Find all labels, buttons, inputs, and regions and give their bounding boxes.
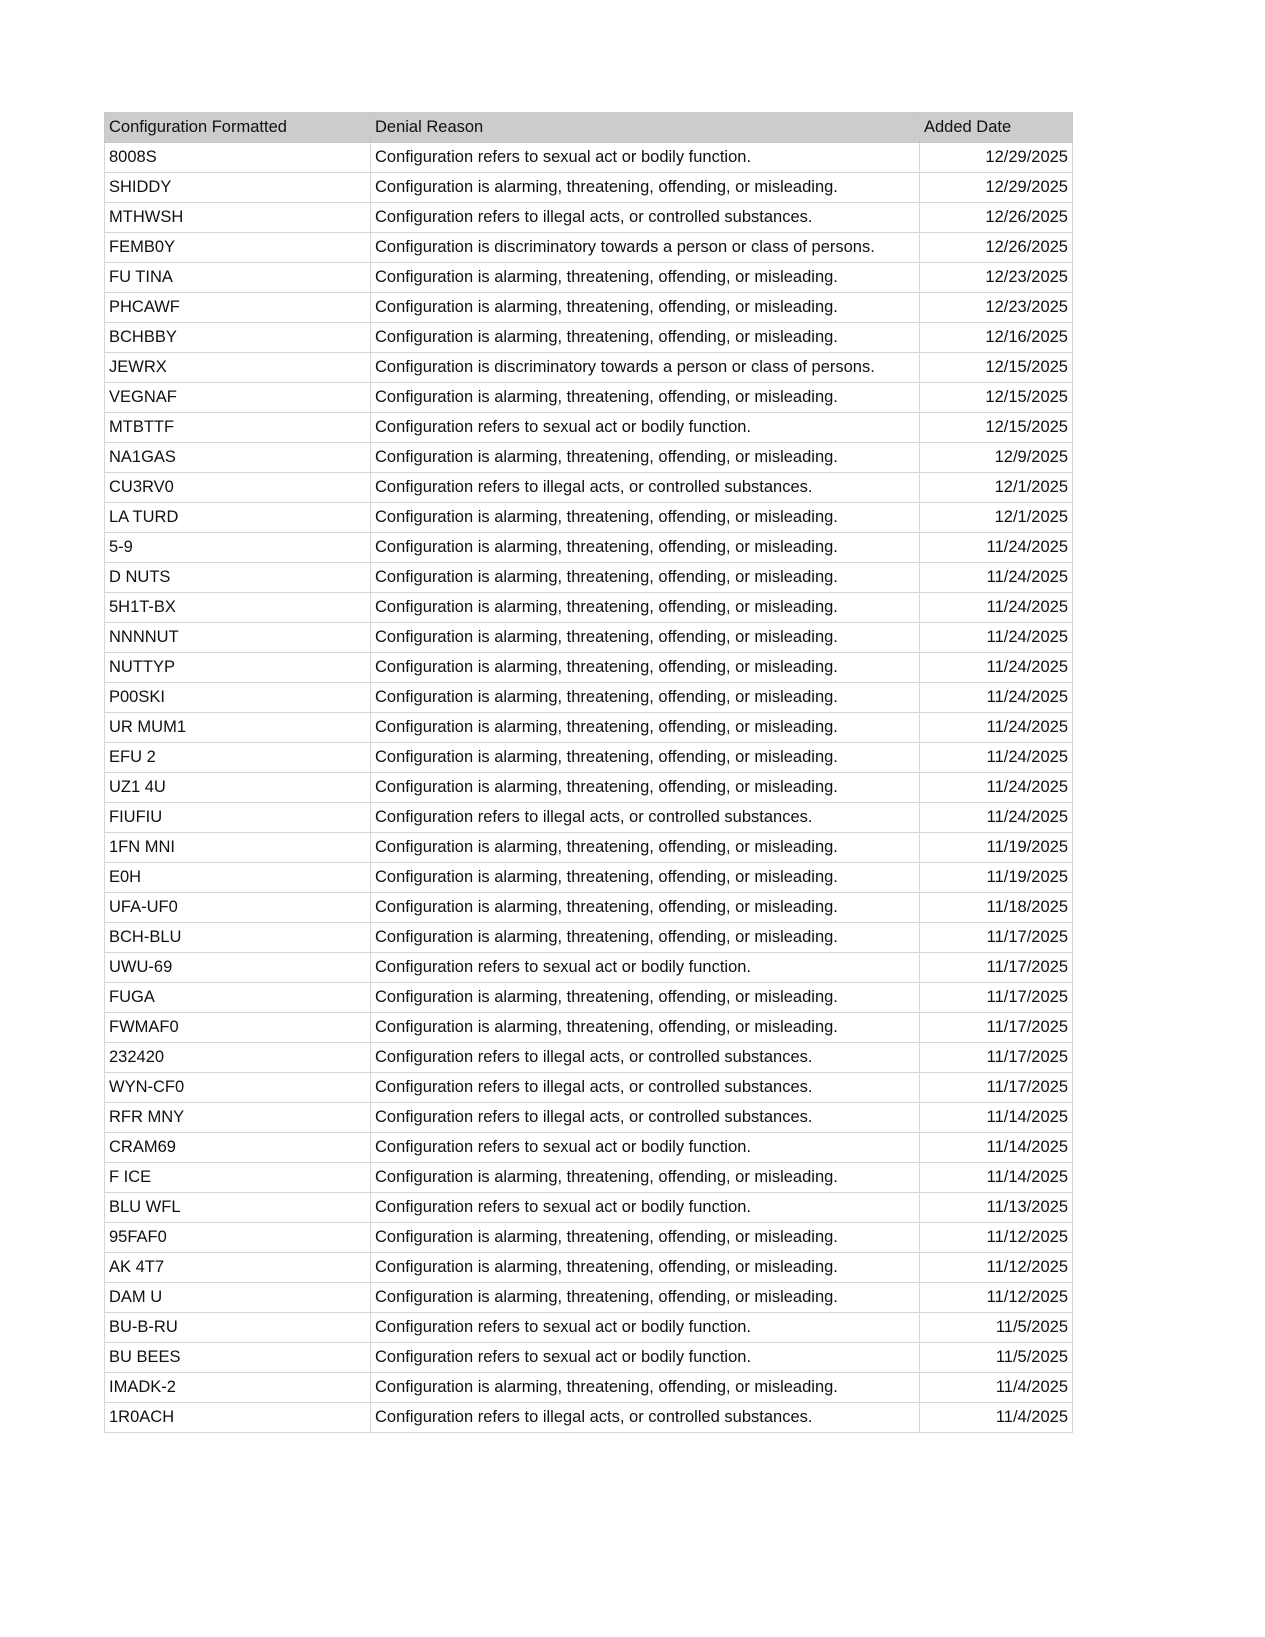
- added-date-cell: 11/24/2025: [920, 803, 1073, 833]
- configuration-cell: MTBTTF: [105, 413, 371, 443]
- table-row: [105, 1163, 1073, 1193]
- denial-reason-cell: Configuration is alarming, threatening, offending, or misleading.: [371, 1223, 920, 1253]
- configuration-cell: 5H1T-BX: [105, 593, 371, 623]
- added-date-cell: 12/26/2025: [920, 203, 1073, 233]
- configuration-cell: NUTTYP: [105, 653, 371, 683]
- added-date-cell: 11/5/2025: [920, 1313, 1073, 1343]
- configuration-cell: UWU-69: [105, 953, 371, 983]
- added-date-cell: 11/17/2025: [920, 1043, 1073, 1073]
- configuration-cell: CU3RV0: [105, 473, 371, 503]
- column-header-configuration: Configuration Formatted: [105, 113, 371, 143]
- configuration-cell: EFU 2: [105, 743, 371, 773]
- added-date-cell: 12/15/2025: [920, 383, 1073, 413]
- added-date-cell: 12/15/2025: [920, 353, 1073, 383]
- added-date-cell: 11/24/2025: [920, 623, 1073, 653]
- denial-reason-cell: Configuration is alarming, threatening, offending, or misleading.: [371, 1283, 920, 1313]
- configuration-cell: BU BEES: [105, 1343, 371, 1373]
- added-date-cell: 11/24/2025: [920, 773, 1073, 803]
- added-date-cell: 11/24/2025: [920, 563, 1073, 593]
- configuration-cell: NA1GAS: [105, 443, 371, 473]
- table-row: [105, 1283, 1073, 1313]
- denial-reason-cell: Configuration is alarming, threatening, offending, or misleading.: [371, 173, 920, 203]
- configuration-cell: UFA-UF0: [105, 893, 371, 923]
- table-row: [105, 623, 1073, 653]
- added-date-cell: 11/24/2025: [920, 653, 1073, 683]
- added-date-cell: 12/15/2025: [920, 413, 1073, 443]
- configuration-cell: BU-B-RU: [105, 1313, 371, 1343]
- configuration-cell: VEGNAF: [105, 383, 371, 413]
- denial-reason-cell: Configuration is alarming, threatening, offending, or misleading.: [371, 593, 920, 623]
- table-row: [105, 1013, 1073, 1043]
- denial-reason-cell: Configuration is alarming, threatening, offending, or misleading.: [371, 713, 920, 743]
- configuration-cell: 1FN MNI: [105, 833, 371, 863]
- added-date-cell: 11/17/2025: [920, 923, 1073, 953]
- table-row: [105, 173, 1073, 203]
- denial-reason-cell: Configuration refers to sexual act or bodily function.: [371, 1193, 920, 1223]
- configuration-cell: WYN-CF0: [105, 1073, 371, 1103]
- configuration-cell: 8008S: [105, 143, 371, 173]
- added-date-cell: 11/14/2025: [920, 1103, 1073, 1133]
- table-row: [105, 743, 1073, 773]
- table-row: [105, 953, 1073, 983]
- configuration-cell: FWMAF0: [105, 1013, 371, 1043]
- configuration-cell: LA TURD: [105, 503, 371, 533]
- table-row: [105, 203, 1073, 233]
- configuration-cell: JEWRX: [105, 353, 371, 383]
- denial-reason-cell: Configuration is alarming, threatening, offending, or misleading.: [371, 833, 920, 863]
- denial-reason-cell: Configuration is alarming, threatening, offending, or misleading.: [371, 1253, 920, 1283]
- configuration-cell: BLU WFL: [105, 1193, 371, 1223]
- added-date-cell: 12/1/2025: [920, 473, 1073, 503]
- configuration-cell: PHCAWF: [105, 293, 371, 323]
- denial-reason-cell: Configuration refers to sexual act or bodily function.: [371, 1343, 920, 1373]
- table-row: [105, 983, 1073, 1013]
- table-row: [105, 803, 1073, 833]
- added-date-cell: 11/5/2025: [920, 1343, 1073, 1373]
- denial-reason-cell: Configuration is alarming, threatening, offending, or misleading.: [371, 1163, 920, 1193]
- table-row: [105, 1403, 1073, 1433]
- added-date-cell: 11/24/2025: [920, 533, 1073, 563]
- table-row: [105, 593, 1073, 623]
- denial-reason-cell: Configuration is alarming, threatening, offending, or misleading.: [371, 533, 920, 563]
- configuration-cell: DAM U: [105, 1283, 371, 1313]
- added-date-cell: 11/14/2025: [920, 1163, 1073, 1193]
- table-row: [105, 1133, 1073, 1163]
- table-row: [105, 1313, 1073, 1343]
- column-header-denial-reason: Denial Reason: [371, 113, 920, 143]
- added-date-cell: 11/19/2025: [920, 863, 1073, 893]
- added-date-cell: 12/16/2025: [920, 323, 1073, 353]
- table-row: [105, 563, 1073, 593]
- denial-reason-cell: Configuration is alarming, threatening, offending, or misleading.: [371, 743, 920, 773]
- denial-reason-cell: Configuration is alarming, threatening, offending, or misleading.: [371, 773, 920, 803]
- added-date-cell: 11/12/2025: [920, 1253, 1073, 1283]
- added-date-cell: 11/24/2025: [920, 743, 1073, 773]
- added-date-cell: 12/29/2025: [920, 143, 1073, 173]
- added-date-cell: 12/23/2025: [920, 263, 1073, 293]
- added-date-cell: 11/13/2025: [920, 1193, 1073, 1223]
- table-row: [105, 1253, 1073, 1283]
- table-row: [105, 653, 1073, 683]
- header-row: [105, 113, 1073, 143]
- denial-reason-cell: Configuration refers to sexual act or bodily function.: [371, 413, 920, 443]
- added-date-cell: 11/24/2025: [920, 683, 1073, 713]
- table-body: [105, 143, 1073, 1433]
- denial-reason-cell: Configuration refers to sexual act or bodily function.: [371, 953, 920, 983]
- denial-reason-cell: Configuration refers to illegal acts, or controlled substances.: [371, 203, 920, 233]
- denial-reason-cell: Configuration is alarming, threatening, offending, or misleading.: [371, 263, 920, 293]
- denial-reason-cell: Configuration is alarming, threatening, offending, or misleading.: [371, 1013, 920, 1043]
- configuration-cell: BCH-BLU: [105, 923, 371, 953]
- denial-reason-cell: Configuration refers to sexual act or bodily function.: [371, 1313, 920, 1343]
- configuration-cell: FEMB0Y: [105, 233, 371, 263]
- added-date-cell: 11/17/2025: [920, 983, 1073, 1013]
- table-row: [105, 1373, 1073, 1403]
- added-date-cell: 11/12/2025: [920, 1283, 1073, 1313]
- denied-configurations-table: [104, 112, 1073, 1433]
- added-date-cell: 12/26/2025: [920, 233, 1073, 263]
- added-date-cell: 11/24/2025: [920, 593, 1073, 623]
- denial-reason-cell: Configuration is alarming, threatening, offending, or misleading.: [371, 983, 920, 1013]
- added-date-cell: 11/4/2025: [920, 1403, 1073, 1433]
- configuration-cell: P00SKI: [105, 683, 371, 713]
- denial-reason-cell: Configuration is alarming, threatening, offending, or misleading.: [371, 653, 920, 683]
- table-row: [105, 713, 1073, 743]
- denial-reason-cell: Configuration refers to illegal acts, or controlled substances.: [371, 1403, 920, 1433]
- added-date-cell: 11/24/2025: [920, 713, 1073, 743]
- denial-reason-cell: Configuration is alarming, threatening, offending, or misleading.: [371, 683, 920, 713]
- configuration-cell: NNNNUT: [105, 623, 371, 653]
- table-row: [105, 263, 1073, 293]
- added-date-cell: 11/12/2025: [920, 1223, 1073, 1253]
- added-date-cell: 12/9/2025: [920, 443, 1073, 473]
- table-row: [105, 353, 1073, 383]
- table-row: [105, 293, 1073, 323]
- table-row: [105, 1103, 1073, 1133]
- configuration-cell: FIUFIU: [105, 803, 371, 833]
- added-date-cell: 12/1/2025: [920, 503, 1073, 533]
- configuration-cell: MTHWSH: [105, 203, 371, 233]
- table-row: [105, 533, 1073, 563]
- table-row: [105, 413, 1073, 443]
- column-header-added-date: Added Date: [920, 113, 1073, 143]
- added-date-cell: 11/17/2025: [920, 1073, 1073, 1103]
- denial-reason-cell: Configuration is alarming, threatening, offending, or misleading.: [371, 323, 920, 353]
- table-row: [105, 683, 1073, 713]
- table-row: [105, 1343, 1073, 1373]
- added-date-cell: 11/19/2025: [920, 833, 1073, 863]
- configuration-cell: AK 4T7: [105, 1253, 371, 1283]
- table-header: [105, 113, 1073, 143]
- table-row: [105, 383, 1073, 413]
- added-date-cell: 11/14/2025: [920, 1133, 1073, 1163]
- table-row: [105, 1223, 1073, 1253]
- denial-reason-cell: Configuration is alarming, threatening, offending, or misleading.: [371, 623, 920, 653]
- table-row: [105, 503, 1073, 533]
- denial-reason-cell: Configuration refers to illegal acts, or controlled substances.: [371, 473, 920, 503]
- denial-reason-cell: Configuration refers to sexual act or bodily function.: [371, 1133, 920, 1163]
- configuration-cell: UZ1 4U: [105, 773, 371, 803]
- added-date-cell: 12/29/2025: [920, 173, 1073, 203]
- table-row: [105, 233, 1073, 263]
- table-row: [105, 323, 1073, 353]
- added-date-cell: 11/17/2025: [920, 953, 1073, 983]
- denial-reason-cell: Configuration is alarming, threatening, offending, or misleading.: [371, 383, 920, 413]
- denial-reason-cell: Configuration is alarming, threatening, offending, or misleading.: [371, 923, 920, 953]
- configuration-cell: 232420: [105, 1043, 371, 1073]
- denial-reason-cell: Configuration is alarming, threatening, offending, or misleading.: [371, 1373, 920, 1403]
- denial-reason-cell: Configuration refers to illegal acts, or controlled substances.: [371, 1073, 920, 1103]
- configuration-cell: BCHBBY: [105, 323, 371, 353]
- configuration-cell: IMADK-2: [105, 1373, 371, 1403]
- configuration-cell: E0H: [105, 863, 371, 893]
- configuration-cell: SHIDDY: [105, 173, 371, 203]
- configuration-cell: FU TINA: [105, 263, 371, 293]
- table-row: [105, 1043, 1073, 1073]
- configuration-cell: RFR MNY: [105, 1103, 371, 1133]
- denial-reason-cell: Configuration refers to illegal acts, or controlled substances.: [371, 1043, 920, 1073]
- denial-reason-cell: Configuration is alarming, threatening, offending, or misleading.: [371, 293, 920, 323]
- configuration-cell: CRAM69: [105, 1133, 371, 1163]
- table-row: [105, 473, 1073, 503]
- added-date-cell: 12/23/2025: [920, 293, 1073, 323]
- denial-reason-cell: Configuration is discriminatory towards a person or class of persons.: [371, 233, 920, 263]
- table-row: [105, 773, 1073, 803]
- table-row: [105, 443, 1073, 473]
- table-row: [105, 893, 1073, 923]
- denied-configurations-sheet: [104, 112, 1073, 1433]
- configuration-cell: UR MUM1: [105, 713, 371, 743]
- table-row: [105, 863, 1073, 893]
- denial-reason-cell: Configuration is alarming, threatening, offending, or misleading.: [371, 563, 920, 593]
- configuration-cell: FUGA: [105, 983, 371, 1013]
- denial-reason-cell: Configuration refers to illegal acts, or controlled substances.: [371, 1103, 920, 1133]
- denial-reason-cell: Configuration refers to sexual act or bodily function.: [371, 143, 920, 173]
- table-row: [105, 143, 1073, 173]
- denial-reason-cell: Configuration is discriminatory towards a person or class of persons.: [371, 353, 920, 383]
- added-date-cell: 11/17/2025: [920, 1013, 1073, 1043]
- configuration-cell: F ICE: [105, 1163, 371, 1193]
- added-date-cell: 11/18/2025: [920, 893, 1073, 923]
- denial-reason-cell: Configuration is alarming, threatening, offending, or misleading.: [371, 893, 920, 923]
- configuration-cell: D NUTS: [105, 563, 371, 593]
- table-row: [105, 1193, 1073, 1223]
- denial-reason-cell: Configuration is alarming, threatening, offending, or misleading.: [371, 863, 920, 893]
- configuration-cell: 95FAF0: [105, 1223, 371, 1253]
- table-row: [105, 923, 1073, 953]
- table-row: [105, 1073, 1073, 1103]
- denial-reason-cell: Configuration is alarming, threatening, offending, or misleading.: [371, 503, 920, 533]
- configuration-cell: 1R0ACH: [105, 1403, 371, 1433]
- denial-reason-cell: Configuration refers to illegal acts, or controlled substances.: [371, 803, 920, 833]
- table-row: [105, 833, 1073, 863]
- configuration-cell: 5-9: [105, 533, 371, 563]
- added-date-cell: 11/4/2025: [920, 1373, 1073, 1403]
- denial-reason-cell: Configuration is alarming, threatening, offending, or misleading.: [371, 443, 920, 473]
